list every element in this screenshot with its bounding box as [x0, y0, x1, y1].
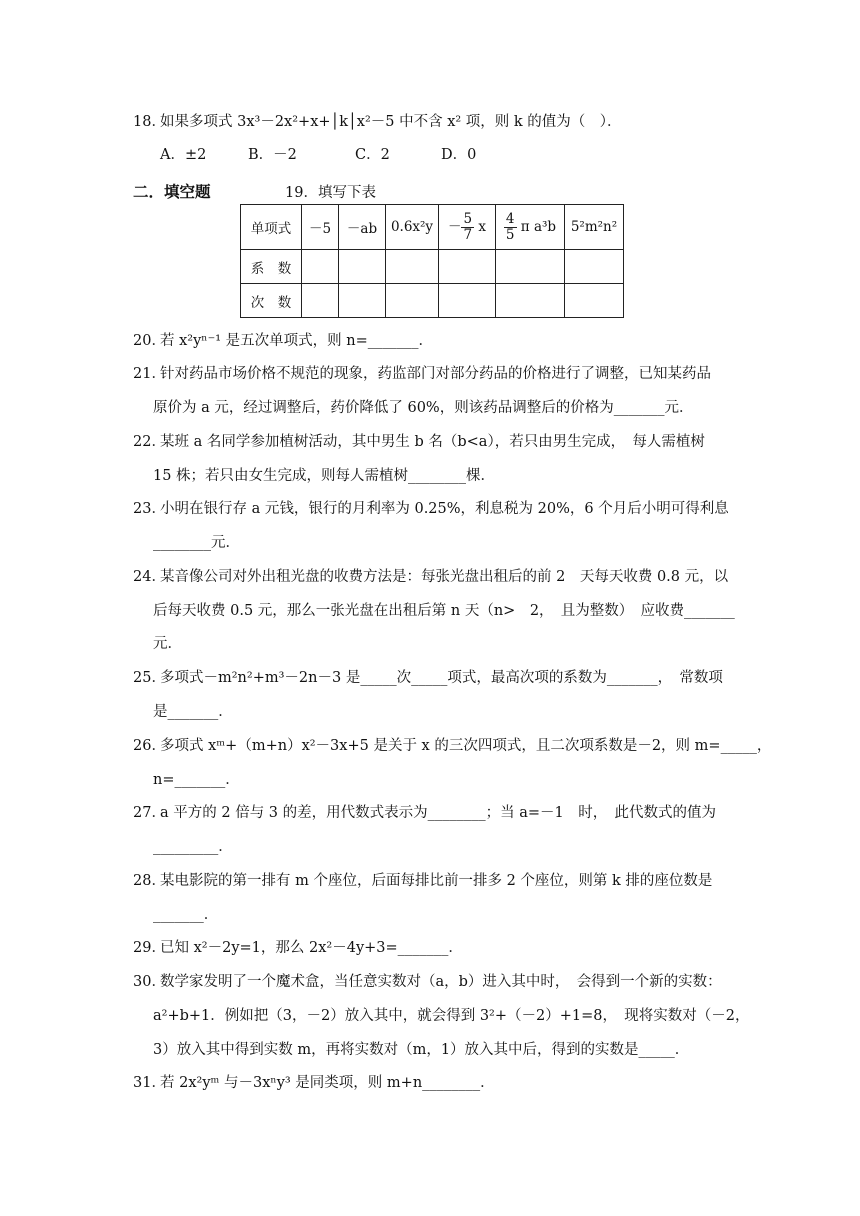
question-number: 22． — [133, 434, 166, 450]
fraction-denominator: 7 — [463, 226, 473, 243]
table-cell-blank — [386, 250, 439, 284]
table-cell-blank — [302, 284, 339, 318]
question-number: 18． — [133, 114, 166, 130]
question-text: ________元． — [153, 535, 240, 551]
question-text: 某班 a 名同学参加植树活动，其中男生 b 名（b<a），若只由男生完成， 每人需植树 — [160, 434, 705, 450]
table-cell-blank — [439, 250, 496, 284]
question-text: 15 株；若只由女生完成，则每人需植树________棵． — [153, 468, 496, 484]
table-cell-blank — [339, 250, 386, 284]
question-text: 针对药品市场价格不规范的现象，药监部门对部分药品的价格进行了调整，已知某药品 — [160, 366, 711, 382]
question-text: 多项式－m²n²+m³－2n－3 是_____次_____项式，最高次项的系数为_______， 常数项 — [160, 670, 723, 686]
choice-d: D．0 — [441, 147, 477, 163]
question-text: _______． — [153, 907, 219, 923]
question-number: 28． — [133, 873, 166, 889]
question-text: 如果多项式 3x³－2x²+x+│k│x²－5 中不含 x² 项，则 k 的值为（ ）． — [160, 114, 622, 130]
table-row — [241, 284, 624, 318]
table-cell-blank — [496, 284, 565, 318]
question-text: 多项式 xᵐ+（m+n）x²－3x+5 是关于 x 的三次四项式，且二次项系数是－2，则 m=_____， — [160, 738, 772, 754]
question-text: 后每天收费 0.5 元，那么一张光盘在出租后第 n 天（n> 2， 且为整数） 应收费_______ — [153, 603, 735, 619]
question-number: 21． — [133, 366, 166, 382]
question-text: 若 x²yⁿ⁻¹ 是五次单项式，则 n=_______． — [160, 333, 433, 349]
question-number: 23． — [133, 501, 166, 517]
fraction-tail: x — [478, 218, 486, 235]
question-text: a²+b+1．例如把（3，－2）放入其中，就会得到 3²+（－2）+1=8， 现将实数对（－2， — [153, 1008, 750, 1024]
table-cell-blank — [339, 284, 386, 318]
table-row — [241, 250, 624, 284]
question-number: 25． — [133, 670, 166, 686]
table-header-label: 单项式 — [241, 205, 302, 250]
question-text: 若 2x²yᵐ 与－3xⁿy³ 是同类项，则 m+n________． — [160, 1075, 495, 1091]
question-number: 30． — [133, 974, 166, 990]
question-text: 某音像公司对外出租光盘的收费方法是：每张光盘出租后的前 2 天每天收费 0.8 元，以 — [160, 569, 729, 585]
monomial-table — [240, 204, 624, 318]
fraction — [504, 212, 517, 243]
table-cell-fraction — [439, 205, 496, 250]
table-cell: 5²m²n² — [565, 205, 624, 250]
table-cell-blank — [565, 284, 624, 318]
table-cell: 0.6x²y — [386, 205, 439, 250]
question-number: 31． — [133, 1075, 166, 1091]
table-cell-blank — [302, 250, 339, 284]
table-caption: 19．填写下表 — [285, 185, 376, 201]
question-text: 3）放入其中得到实数 m，再将实数对（m，1）放入其中后，得到的实数是_____． — [153, 1042, 690, 1058]
table-cell-blank — [496, 250, 565, 284]
question-text: 已知 x²－2y=1，那么 2x²－4y+3=_______． — [160, 940, 463, 956]
question-text: 数学家发明了一个魔术盒，当任意实数对（a，b）进入其中时， 会得到一个新的实数： — [160, 974, 722, 990]
question-text: 元． — [153, 636, 182, 652]
fraction-numerator: 5 — [463, 210, 473, 227]
question-number: 27． — [133, 805, 166, 821]
choice-c: C．2 — [355, 147, 390, 163]
row-label-coefficient: 系 数 — [241, 250, 302, 284]
question-text: 原价为 a 元，经过调整后，药价降低了 60%，则该药品调整后的价格为_______元． — [153, 400, 694, 416]
question-number: 24． — [133, 569, 166, 585]
question-text: 小明在银行存 a 元钱，银行的月利率为 0.25%，利息税为 20%，6 个月后小明可得利息 — [160, 501, 729, 517]
question-number: 20． — [133, 333, 166, 349]
question-text: 某电影院的第一排有 m 个座位，后面每排比前一排多 2 个座位，则第 k 排的座位数是 — [160, 873, 713, 889]
fraction-denominator: 5 — [505, 226, 515, 243]
question-text: 是_______． — [153, 704, 233, 720]
table-cell-fraction — [496, 205, 565, 250]
table-cell-blank — [565, 250, 624, 284]
question-text: a 平方的 2 倍与 3 的差，用代数式表示为________；当 a=－1 时， 此代数式的值为 — [160, 805, 717, 821]
section-title: 二．填空题 — [133, 183, 211, 201]
fraction-sign: － — [447, 218, 462, 235]
table-cell: －ab — [339, 205, 386, 250]
fraction-tail: π a³b — [520, 218, 557, 235]
table-cell: －5 — [302, 205, 339, 250]
question-text: n=_______． — [153, 772, 240, 788]
choice-b: B．－2 — [248, 147, 297, 163]
table-cell-blank — [439, 284, 496, 318]
question-number: 29． — [133, 940, 166, 956]
choice-a: A．±2 — [160, 147, 207, 163]
question-text: _________． — [153, 839, 233, 855]
row-label-degree: 次 数 — [241, 284, 302, 318]
fraction — [461, 212, 474, 243]
table-row — [241, 205, 624, 250]
question-number: 26． — [133, 738, 166, 754]
fraction-numerator: 4 — [505, 210, 515, 227]
table-cell-blank — [386, 284, 439, 318]
